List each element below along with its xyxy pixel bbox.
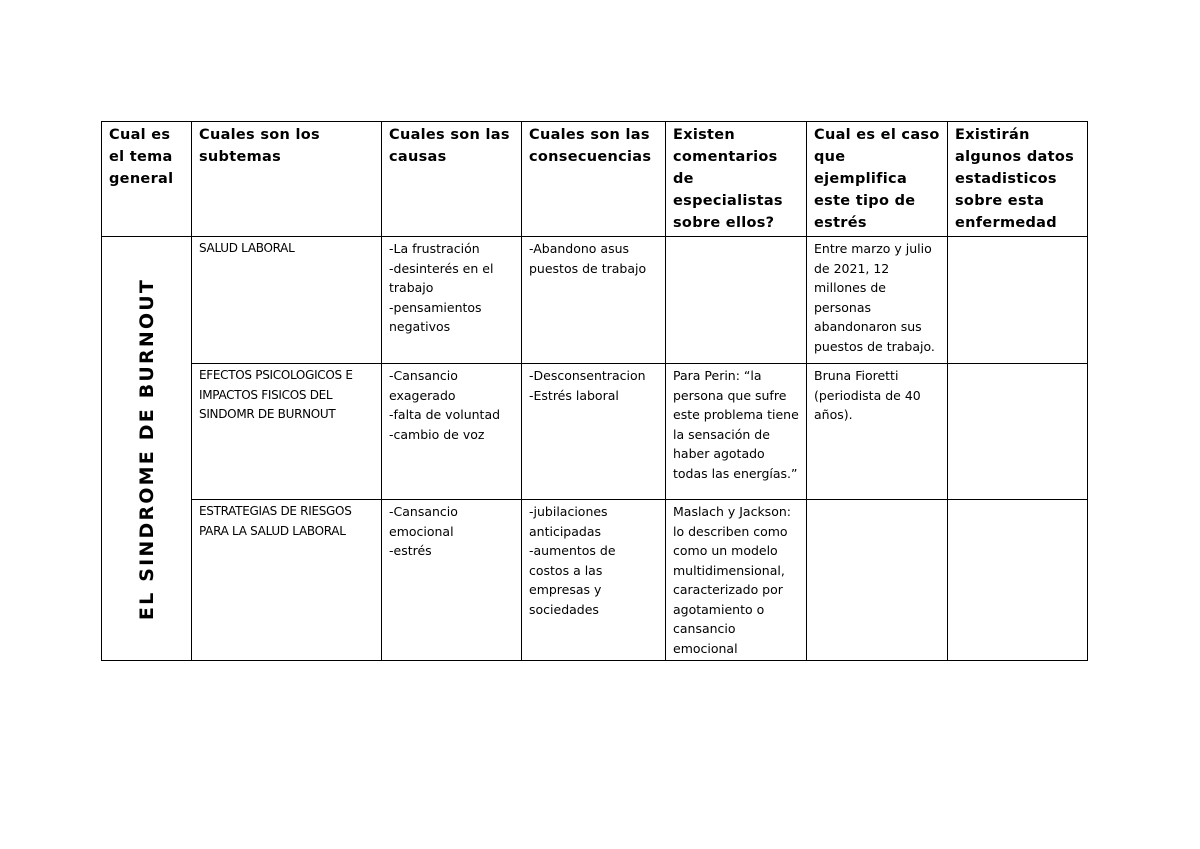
topic-cell: [102, 237, 192, 661]
table-row: [102, 500, 1088, 661]
table-row: [102, 364, 1088, 500]
header-row: [102, 122, 1088, 237]
estadisticas-cell: [948, 237, 1088, 364]
caso-cell: [807, 500, 948, 661]
estadisticas-cell: [948, 500, 1088, 661]
caso-cell: Entre marzo y julio de 2021, 12 millones de personas abandonaron sus puestos de trabajo.: [807, 237, 948, 364]
subtema-cell: EFECTOS PSICOLOGICOS E IMPACTOS FISICOS DEL SINDOMR DE BURNOUT: [192, 364, 382, 500]
burnout-table: [101, 121, 1088, 661]
header-estadisticas: Existirán algunos datos estadisticos sobre esta enfermedad: [948, 122, 1088, 237]
header-tema-general: Cual es el tema general: [102, 122, 192, 237]
causas-cell: -Cansancio emocional -estrés: [382, 500, 522, 661]
consecuencias-cell: -Abandono asus puestos de trabajo: [522, 237, 666, 364]
especialistas-cell: Maslach y Jackson: lo describen como como un modelo multidimensional, caracterizado por agotamiento o cansancio emocional: [666, 500, 807, 661]
header-especialistas: Existen comentarios de especialistas sobre ellos?: [666, 122, 807, 237]
subtema-cell: SALUD LABORAL: [192, 237, 382, 364]
especialistas-cell: Para Perin: “la persona que sufre este problema tiene la sensación de haber agotado todas las energías.”: [666, 364, 807, 500]
header-caso: Cual es el caso que ejemplifica este tipo de estrés: [807, 122, 948, 237]
especialistas-cell: [666, 237, 807, 364]
topic-title: EL SINDROME DE BURNOUT: [135, 277, 158, 620]
table-row: [102, 237, 1088, 364]
consecuencias-cell: -Desconsentracion -Estrés laboral: [522, 364, 666, 500]
estadisticas-cell: [948, 364, 1088, 500]
header-consecuencias: Cuales son las consecuencias: [522, 122, 666, 237]
header-subtemas: Cuales son los subtemas: [192, 122, 382, 237]
causas-cell: -Cansancio exagerado -falta de voluntad -cambio de voz: [382, 364, 522, 500]
consecuencias-cell: -jubilaciones anticipadas -aumentos de costos a las empresas y sociedades: [522, 500, 666, 661]
caso-cell: Bruna Fioretti (periodista de 40 años).: [807, 364, 948, 500]
causas-cell: -La frustración -desinterés en el trabajo -pensamientos negativos: [382, 237, 522, 364]
subtema-cell: ESTRATEGIAS DE RIESGOS PARA LA SALUD LABORAL: [192, 500, 382, 661]
header-causas: Cuales son las causas: [382, 122, 522, 237]
